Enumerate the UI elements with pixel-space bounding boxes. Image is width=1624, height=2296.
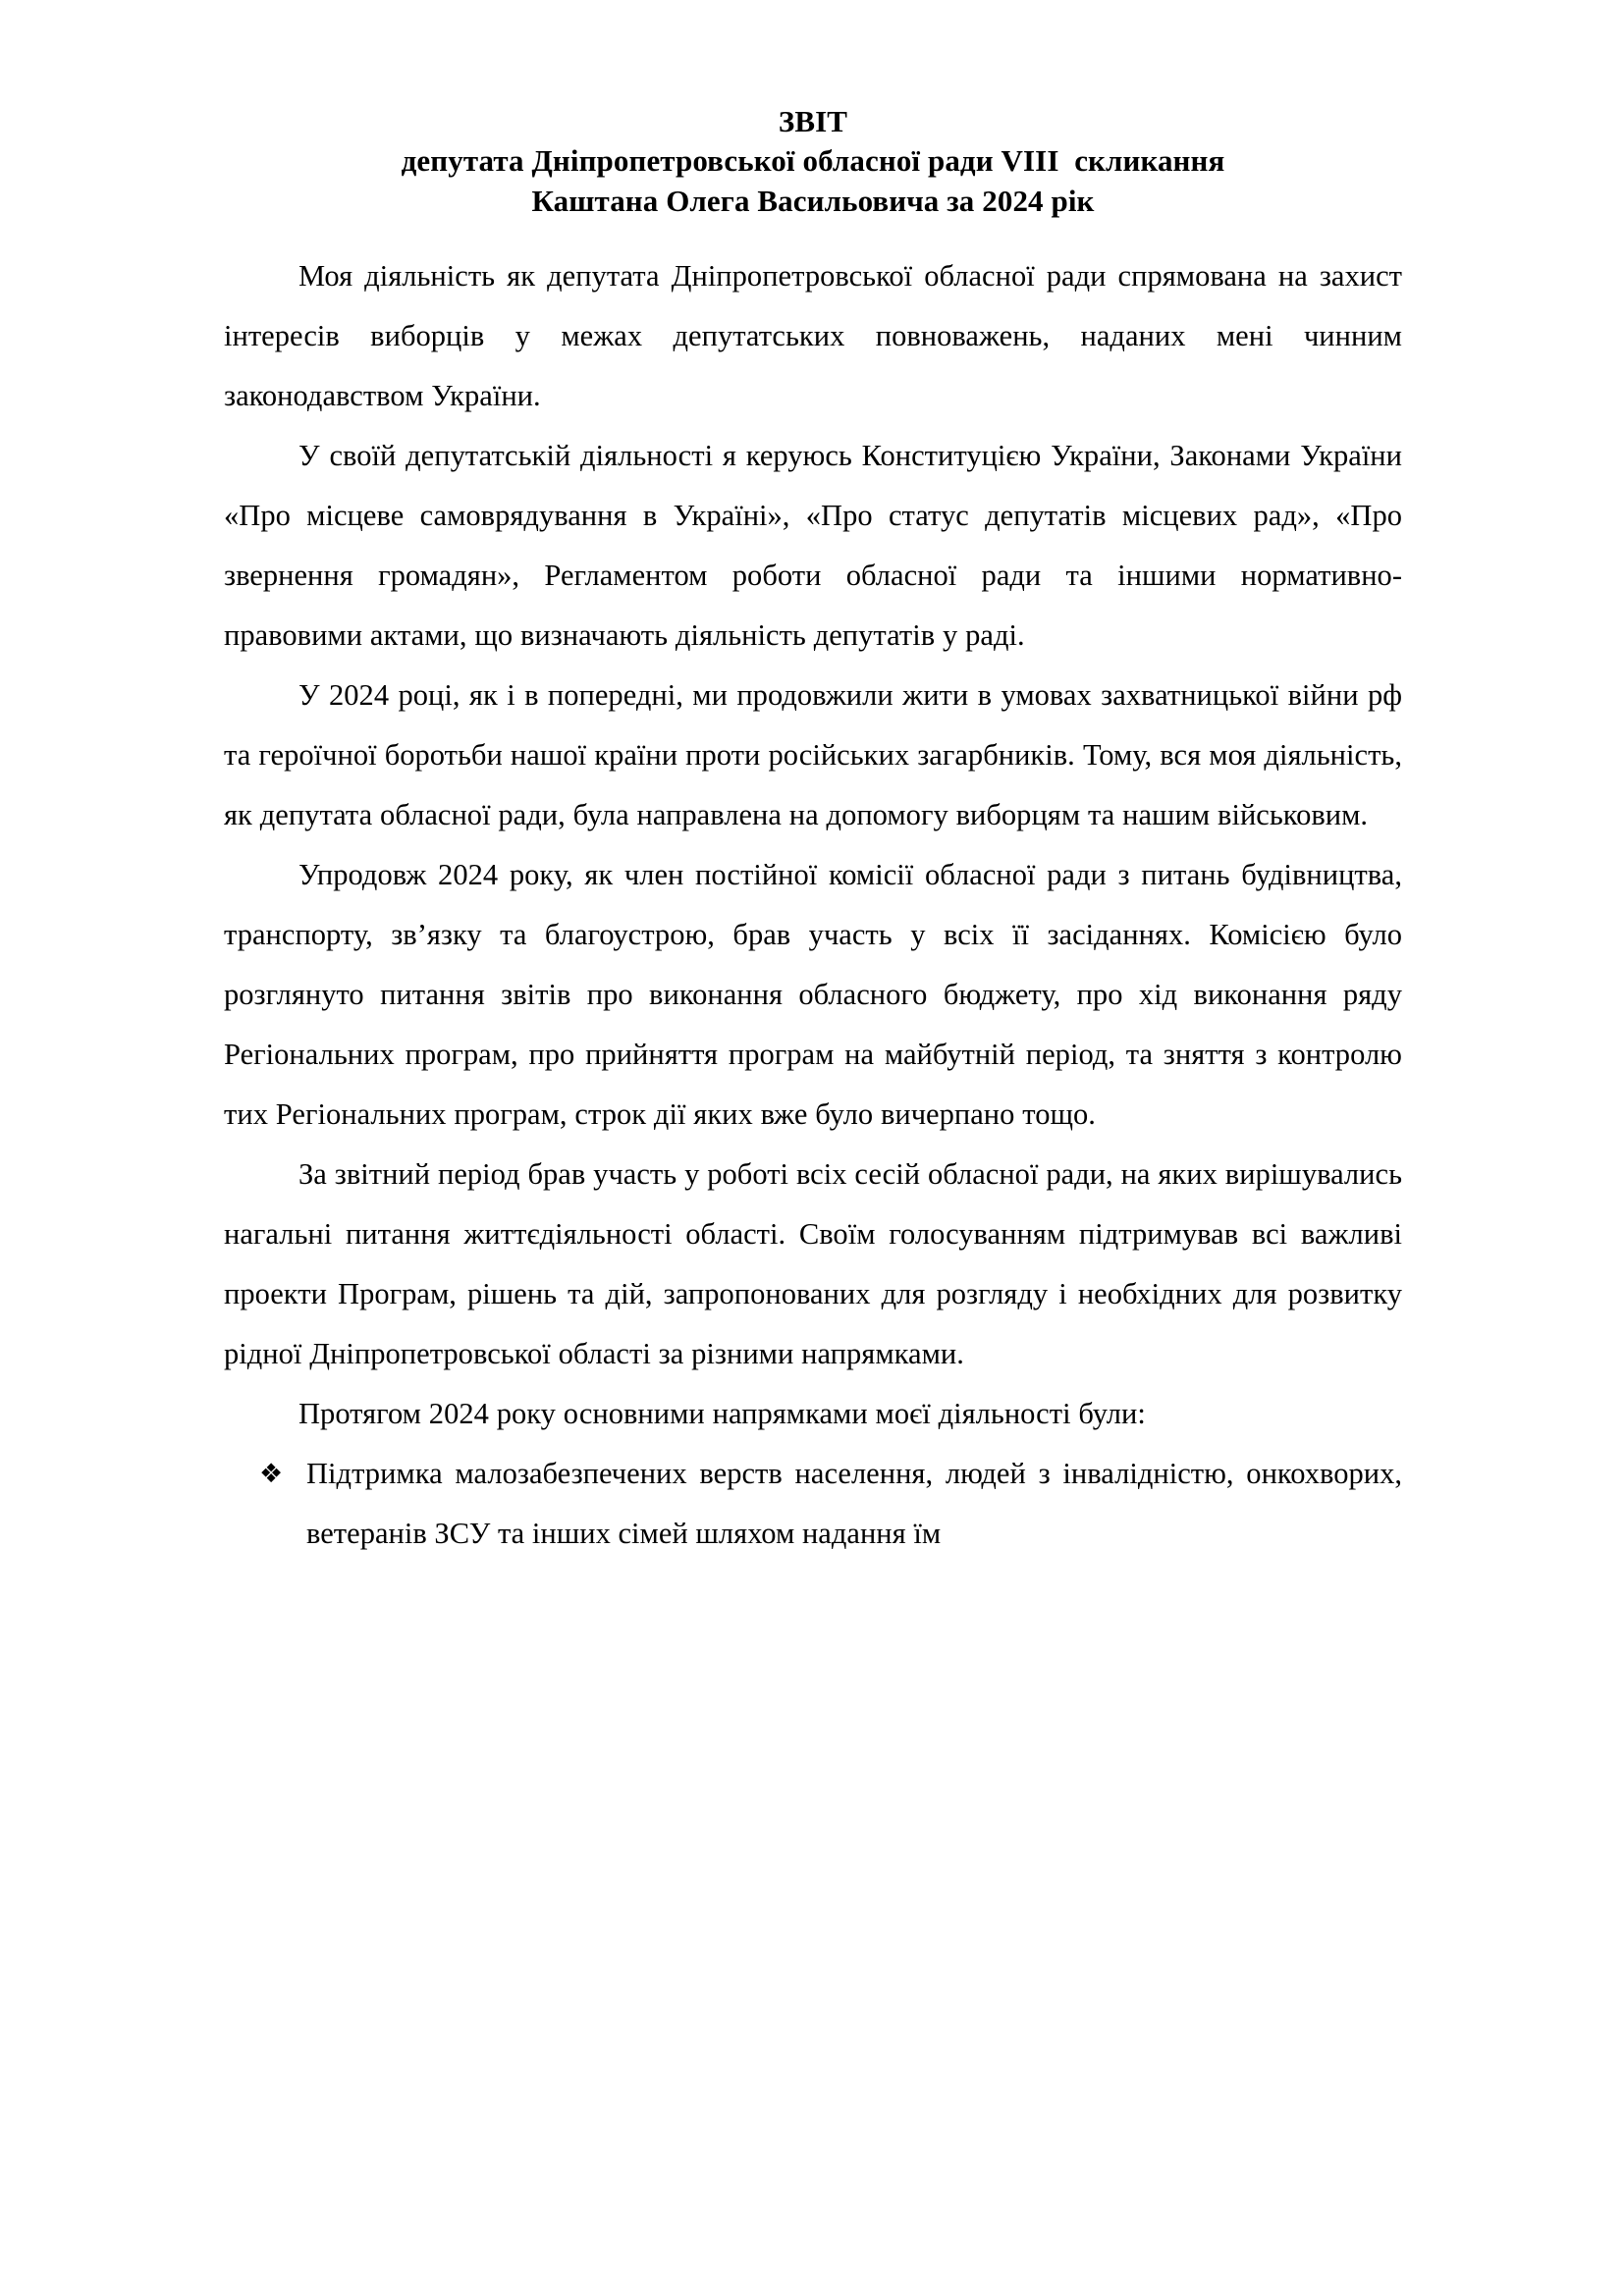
paragraph-6: Протягом 2024 року основними напрямками моєї діяльності були: — [298, 1396, 1146, 1430]
paragraph-5: За звітний період брав участь у роботі всіх сесій обласної ради, на яких вирішувались нагальні питання життєдіяльності області. Своїм голосуванням підтримував всі важливі проекти Програм, рішень та дій, запропонованих для розгляду і необхідних для розвитку рідної Дніпропетровської області за різними напрямками. — [224, 1156, 1402, 1370]
paragraph-2: У своїй депутатській діяльності я керуюсь Конституцією України, Законами України «Про місцеве самоврядування в Україні», «Про статус депутатів місцевих рад», «Про звернення громадян», Регламентом роботи обласної ради та іншими нормативно-правовими актами, що визначають діяльність депутатів у раді. — [224, 438, 1402, 652]
paragraph-4: Упродовж 2024 року, як член постійної комісії обласної ради з питань будівництва, транспорту, зв’язку та благоустрою, брав участь у всіх її засіданнях. Комісією було розглянуто питання звітів про виконання обласного бюджету, про хід виконання ряду Регіональних програм, про прийняття програм на майбутній період, та зняття з контролю тих Регіональних програм, строк дії яких вже було вичерпано тощо. — [224, 857, 1402, 1131]
list-item-text: Підтримка малозабезпечених верств населення, людей з інвалідністю, онкохворих, ветеранів ЗСУ та інших сімей шляхом надання їм — [306, 1456, 1402, 1550]
paragraph-1: Моя діяльність як депутата Дніпропетровської обласної ради спрямована на захист інтересів виборців у межах депутатських повноважень, наданих мені чинним законодавством України. — [224, 258, 1402, 412]
paragraph-3: У 2024 році, як і в попередні, ми продовжили жити в умовах захватницької війни рф та героїчної боротьби нашої країни проти російських загарбників. Тому, вся моя діяльність, як депутата обласної ради, була направлена на допомогу виборцям та нашим військовим. — [224, 677, 1402, 831]
activity-directions-list — [224, 1444, 1402, 1564]
title-line-1: ЗВІТ — [778, 104, 848, 138]
diamond-bullet-icon: ❖ — [259, 1458, 284, 1489]
document-title-block — [224, 102, 1402, 221]
document-content — [224, 102, 1402, 1564]
title-line-3: Каштана Олега Васильовича за 2024 рік — [531, 183, 1095, 218]
title-line-2: депутата Дніпропетровської обласної ради VIII скликання — [401, 143, 1225, 179]
list-item — [253, 1444, 1402, 1564]
document-body — [224, 246, 1402, 1564]
